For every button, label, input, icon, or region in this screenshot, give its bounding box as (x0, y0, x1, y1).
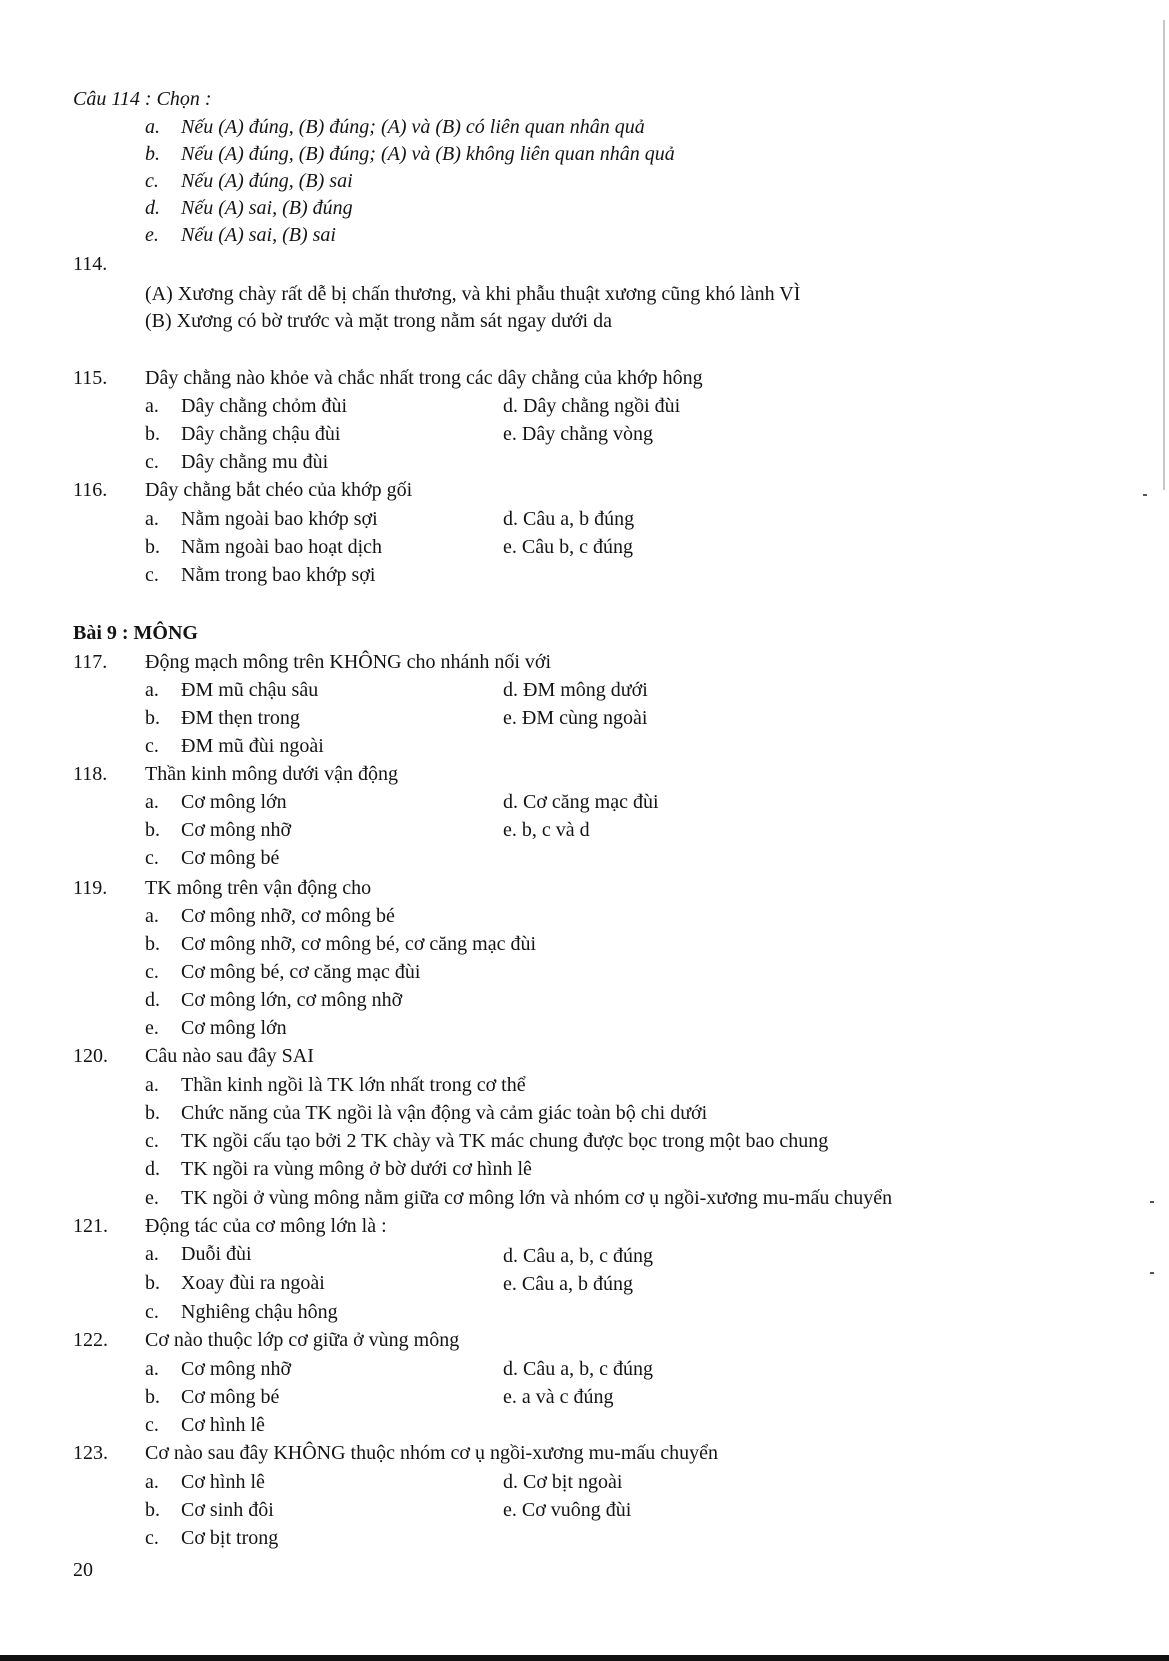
q121-text: Động tác của cơ mông lớn là : (145, 1215, 387, 1237)
option-letter: c. (145, 1301, 159, 1323)
option-letter: e. (503, 536, 517, 558)
q121-option-a (145, 1242, 252, 1266)
q123-option-c (145, 1526, 278, 1550)
option-text: ĐM mũ đùi ngoài (181, 735, 324, 757)
q122-option-d (503, 1357, 653, 1381)
option-text: Cơ mông bé (181, 847, 280, 869)
instruction-heading: Câu 114 : Chọn : (73, 88, 212, 110)
option-letter: a. (145, 1358, 159, 1380)
option-text: Nếu (A) đúng, (B) đúng; (A) và (B) có liên quan nhân quả (181, 116, 645, 138)
option-text: TK ngồi ở vùng mông nằm giữa cơ mông lớn và nhóm cơ ụ ngồi-xương mu-mấu chuyển (181, 1187, 893, 1209)
option-text: Thần kinh ngồi là TK lớn nhất trong cơ thể (181, 1074, 526, 1096)
q118-text: Thần kinh mông dưới vận động (145, 763, 399, 785)
option-text: Nếu (A) sai, (B) đúng (181, 197, 353, 219)
option-text: Cơ mông nhỡ (181, 819, 292, 841)
question-number-119: 119. (73, 877, 108, 899)
q115-option-b (145, 422, 340, 446)
option-letter: a. (145, 791, 159, 813)
option-text: Câu a, b đúng (521, 1273, 633, 1295)
option-text: Cơ hình lê (181, 1414, 265, 1436)
q114-statement-a: (A) Xương chày rất dễ bị chấn thương, và khi phẫu thuật xương cũng khó lành VÌ (145, 283, 801, 305)
option-letter: c. (145, 564, 159, 586)
q118-option-e (503, 818, 590, 842)
option-letter: c. (145, 451, 159, 473)
instruction-option-e (145, 223, 336, 247)
option-text: Câu b, c đúng (521, 536, 633, 558)
option-text: Dây chằng mu đùi (181, 451, 329, 473)
q116-option-c (145, 563, 375, 587)
option-letter: c. (145, 735, 159, 757)
option-letter: e. (503, 819, 517, 841)
q117-option-c (145, 734, 324, 758)
option-text: Câu a, b, c đúng (523, 1245, 653, 1267)
option-letter: d. (503, 508, 518, 530)
option-letter: b. (145, 1386, 160, 1408)
option-letter: d. (145, 197, 160, 219)
section-title: Bài 9 : MÔNG (73, 622, 198, 644)
q119-option-a (145, 904, 395, 928)
option-letter: a. (145, 116, 160, 138)
scan-bottom-border (0, 1655, 1169, 1661)
option-text: Duỗi đùi (181, 1243, 252, 1265)
question-number-115: 115. (73, 367, 108, 389)
q122-option-e (503, 1385, 614, 1409)
option-text: ĐM cùng ngoài (521, 707, 648, 729)
option-letter: d. (503, 395, 518, 417)
q118-option-d (503, 790, 659, 814)
option-text: Nằm ngoài bao khớp sợi (181, 508, 378, 530)
q117-option-d (503, 678, 648, 702)
q115-option-e (503, 422, 653, 446)
q122-option-b (145, 1385, 279, 1409)
q123-option-b (145, 1498, 274, 1522)
option-letter: d. (503, 791, 518, 813)
option-letter: b. (145, 933, 160, 955)
page-number: 20 (73, 1559, 93, 1581)
option-text: Cơ mông lớn (181, 791, 287, 813)
q121-option-d (503, 1244, 653, 1268)
option-letter: d. (503, 1245, 518, 1267)
q117-option-e (503, 706, 647, 730)
option-letter: e. (503, 707, 517, 729)
q120-option-b (145, 1101, 707, 1125)
q120-option-e (145, 1186, 892, 1210)
option-text: Nếu (A) đúng, (B) đúng; (A) và (B) không liên quan nhân quả (181, 143, 675, 165)
q120-option-d (145, 1157, 532, 1181)
q119-option-b (145, 932, 536, 956)
q123-text: Cơ nào sau đây KHÔNG thuộc nhóm cơ ụ ngồi-xương mu-mấu chuyển (145, 1442, 719, 1464)
question-number-118: 118. (73, 763, 108, 785)
option-letter: c. (145, 1130, 159, 1152)
instruction-option-d (145, 196, 353, 220)
question-number-123: 123. (73, 1442, 108, 1464)
option-letter: b. (145, 423, 160, 445)
option-letter: d. (503, 1358, 518, 1380)
q115-text: Dây chằng nào khỏe và chắc nhất trong các dây chằng của khớp hông (145, 367, 703, 389)
q123-option-d (503, 1470, 622, 1494)
option-letter: b. (145, 819, 160, 841)
q114-statement-b: (B) Xương có bờ trước và mặt trong nằm sát ngay dưới da (145, 310, 612, 332)
option-text: Chức năng của TK ngồi là vận động và cảm giác toàn bộ chi dưới (181, 1102, 708, 1124)
option-letter: e. (503, 1273, 517, 1295)
option-letter: a. (145, 1074, 159, 1096)
q115-option-d (503, 394, 680, 418)
instruction-option-a (145, 115, 645, 139)
q117-option-b (145, 706, 300, 730)
option-letter: d. (503, 679, 518, 701)
q123-option-e (503, 1498, 631, 1522)
option-text: TK ngồi cấu tạo bởi 2 TK chày và TK mác chung được bọc trong một bao chung (181, 1130, 829, 1152)
q116-option-e (503, 535, 633, 559)
option-text: Cơ mông bé, cơ căng mạc đùi (181, 961, 421, 983)
option-letter: e. (503, 423, 517, 445)
option-letter: a. (145, 508, 159, 530)
q118-option-a (145, 790, 287, 814)
q119-option-c (145, 960, 420, 984)
scan-speck (1143, 494, 1147, 496)
question-number-116: 116. (73, 479, 108, 501)
question-number-117: 117. (73, 651, 108, 673)
option-letter: c. (145, 1414, 159, 1436)
option-text: Cơ mông bé (181, 1386, 280, 1408)
q117-text: Động mạch mông trên KHÔNG cho nhánh nối với (145, 651, 552, 673)
q120-text: Câu nào sau đây SAI (145, 1045, 314, 1067)
option-letter: a. (145, 1471, 159, 1493)
option-text: Dây chằng ngồi đùi (523, 395, 681, 417)
option-text: Cơ mông nhỡ, cơ mông bé (181, 905, 395, 927)
option-letter: b. (145, 707, 160, 729)
option-text: Nằm ngoài bao hoạt dịch (181, 536, 383, 558)
option-text: TK ngồi ra vùng mông ở bờ dưới cơ hình lê (181, 1158, 532, 1180)
option-letter: b. (145, 143, 160, 165)
option-text: Cơ bịt ngoài (523, 1471, 623, 1493)
option-letter: e. (503, 1386, 517, 1408)
q121-option-b (145, 1271, 325, 1295)
q121-option-e (503, 1272, 633, 1296)
q116-text: Dây chằng bắt chéo của khớp gối (145, 479, 413, 501)
option-letter: b. (145, 536, 160, 558)
q119-option-d (145, 988, 402, 1012)
option-letter: a. (145, 679, 159, 701)
option-text: Cơ mông nhỡ, cơ mông bé, cơ căng mạc đùi (181, 933, 537, 955)
q116-option-d (503, 507, 634, 531)
option-letter: e. (145, 1017, 159, 1039)
option-text: Cơ sinh đôi (181, 1499, 274, 1521)
q119-text: TK mông trên vận động cho (145, 877, 372, 899)
option-letter: e. (503, 1499, 517, 1521)
option-letter: b. (145, 1499, 160, 1521)
option-text: Cơ bịt trong (181, 1527, 279, 1549)
instruction-option-c (145, 169, 353, 193)
option-text: ĐM thẹn trong (181, 707, 300, 729)
scan-speck (1150, 1201, 1154, 1203)
option-letter: e. (145, 1187, 159, 1209)
q122-text: Cơ nào thuộc lớp cơ giữa ở vùng mông (145, 1329, 460, 1351)
q118-option-c (145, 846, 279, 870)
q120-option-a (145, 1073, 526, 1097)
option-text: Cơ căng mạc đùi (523, 791, 659, 813)
question-number-114: 114. (73, 253, 108, 275)
option-letter: c. (145, 961, 159, 983)
option-text: Cơ mông lớn, cơ mông nhỡ (181, 989, 403, 1011)
q119-option-e (145, 1016, 287, 1040)
q123-option-a (145, 1470, 265, 1494)
option-text: Dây chằng vòng (521, 423, 653, 445)
option-text: Xoay đùi ra ngoài (181, 1272, 325, 1294)
option-text: Cơ mông lớn (181, 1017, 287, 1039)
option-letter: e. (145, 224, 159, 246)
question-number-122: 122. (73, 1329, 108, 1351)
option-text: ĐM mũ chậu sâu (181, 679, 319, 701)
option-text: Cơ vuông đùi (521, 1499, 632, 1521)
q115-option-a (145, 394, 347, 418)
q117-option-a (145, 678, 318, 702)
option-text: Dây chằng chậu đùi (181, 423, 341, 445)
option-letter: a. (145, 395, 159, 417)
option-text: Dây chằng chỏm đùi (181, 395, 348, 417)
option-text: b, c và d (521, 819, 590, 841)
option-text: a và c đúng (521, 1386, 614, 1408)
option-text: Nếu (A) đúng, (B) sai (181, 170, 353, 192)
q116-option-b (145, 535, 382, 559)
q120-option-c (145, 1129, 828, 1153)
q115-option-c (145, 450, 328, 474)
option-letter: c. (145, 170, 159, 192)
option-letter: b. (145, 1272, 160, 1294)
option-letter: b. (145, 1102, 160, 1124)
q121-option-c (145, 1300, 338, 1324)
option-text: Cơ mông nhỡ (181, 1358, 292, 1380)
option-letter: a. (145, 905, 159, 927)
option-letter: d. (503, 1471, 518, 1493)
question-number-120: 120. (73, 1045, 108, 1067)
option-text: Nếu (A) sai, (B) sai (181, 224, 336, 246)
option-text: ĐM mông dưới (523, 679, 648, 701)
option-text: Cơ hình lê (181, 1471, 265, 1493)
q122-option-c (145, 1413, 265, 1437)
option-text: Nằm trong bao khớp sợi (181, 564, 376, 586)
instruction-option-b (145, 142, 675, 166)
option-letter: c. (145, 847, 159, 869)
option-text: Câu a, b, c đúng (523, 1358, 653, 1380)
q116-option-a (145, 507, 378, 531)
option-text: Nghiêng chậu hông (181, 1301, 338, 1323)
option-text: Câu a, b đúng (523, 508, 635, 530)
option-letter: a. (145, 1243, 159, 1265)
scan-speck (1150, 1272, 1154, 1274)
q122-option-a (145, 1357, 291, 1381)
question-number-121: 121. (73, 1215, 108, 1237)
option-letter: d. (145, 1158, 160, 1180)
option-letter: d. (145, 989, 160, 1011)
q118-option-b (145, 818, 291, 842)
option-letter: c. (145, 1527, 159, 1549)
scan-edge (1163, 20, 1165, 490)
